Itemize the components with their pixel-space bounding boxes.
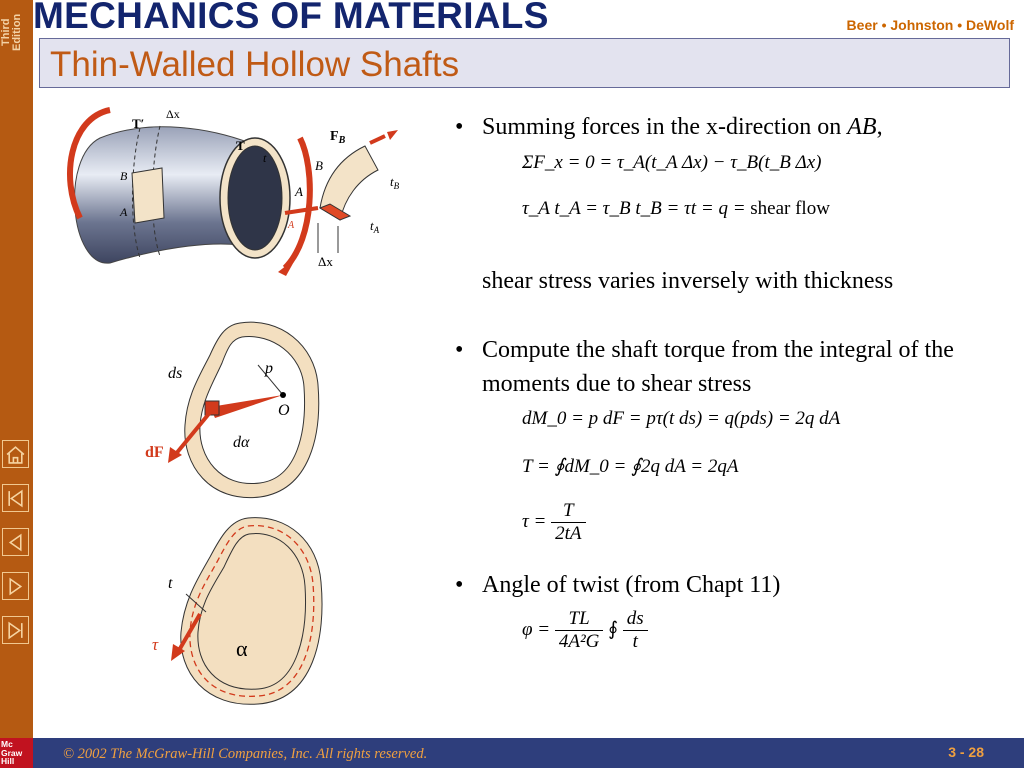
label-FA-sub: A	[288, 220, 295, 231]
label-tB: $t_B$	[390, 174, 400, 191]
label-ds: ds	[168, 365, 183, 382]
header	[33, 0, 1024, 38]
eq-torque: T = ∮dM_0 = ∮2q dA = 2qA	[522, 456, 739, 477]
figure-section-moment	[140, 315, 340, 505]
edition-line1: Third	[0, 18, 12, 46]
eq-phi: φ = $\frac{TL}{\text{4A²G}}$ ∮ $\frac{ds}{t}$	[522, 608, 648, 653]
copyright: © 2002 The McGraw-Hill Companies, Inc. All rights reserved.	[63, 746, 428, 762]
publisher-logo: Mc Graw Hill	[0, 738, 33, 768]
slide-title: Thin-Walled Hollow Shafts	[50, 45, 460, 84]
figure-section-area	[148, 512, 338, 712]
label-B2: B	[315, 158, 323, 173]
first-slide-icon	[5, 488, 26, 509]
label-T: T	[236, 138, 245, 153]
edition-line2: Edition	[11, 13, 23, 51]
label-A: A	[120, 205, 128, 219]
home-icon	[5, 444, 26, 465]
eq-tau: τ = $\frac{T}{2tA}$	[522, 500, 586, 545]
footer	[0, 738, 1024, 768]
sidebar	[0, 0, 33, 768]
nav-buttons	[2, 440, 31, 660]
label-A2: A	[295, 184, 303, 199]
label-O: O	[278, 402, 290, 419]
first-slide-button[interactable]	[2, 484, 29, 512]
label-area: α	[236, 636, 248, 661]
note-inverse-thickness: shear stress varies inversely with thickness	[482, 268, 894, 294]
previous-slide-icon	[5, 532, 26, 553]
label-dA: dα	[233, 434, 250, 451]
figure-tube	[40, 98, 420, 278]
bullet-angle-twist: • Angle of twist (from Chapt 11)	[455, 572, 781, 598]
edition-label	[1, 2, 31, 62]
label-dx-bottom: Δx	[318, 254, 333, 269]
title-bar	[39, 38, 1010, 88]
eq-sum-forces: ΣF_x = 0 = τ_A(t_A Δx) − τ_B(t_B Δx)	[522, 152, 822, 173]
next-slide-button[interactable]	[2, 572, 29, 600]
label-t-prime: T′	[132, 116, 145, 131]
bullet-compute-torque: • Compute the shaft torque from the integral of the moments due to shear stress	[455, 337, 954, 397]
bullet-summing-forces: • Summing forces in the x-direction on AB,	[455, 114, 883, 140]
authors: Beer • Johnston • DeWolf	[846, 17, 1014, 33]
label-t3: t	[168, 575, 173, 592]
label-tau: τ	[152, 635, 159, 654]
previous-slide-button[interactable]	[2, 528, 29, 556]
label-dx-top: Δx	[166, 107, 180, 121]
label-FB: $F_B$	[330, 129, 346, 146]
next-slide-icon	[5, 576, 26, 597]
book-title: MECHANICS OF MATERIALS	[33, 0, 549, 36]
last-slide-button[interactable]	[2, 616, 29, 644]
eq-shear-flow: τ_A t_A = τ_B t_B = τt = q = shear flow	[522, 198, 830, 219]
home-button[interactable]	[2, 440, 29, 468]
eq-dM0: dM_0 = p dF = pτ(t ds) = q(pds) = 2q dA	[522, 408, 841, 429]
label-dF: dF	[145, 444, 164, 461]
label-t: t	[263, 151, 267, 165]
label-tA: $t_A$	[370, 218, 380, 235]
label-B: B	[120, 169, 128, 183]
last-slide-icon	[5, 620, 26, 641]
page-number: 3 - 28	[948, 744, 984, 760]
label-p: p	[265, 360, 273, 377]
